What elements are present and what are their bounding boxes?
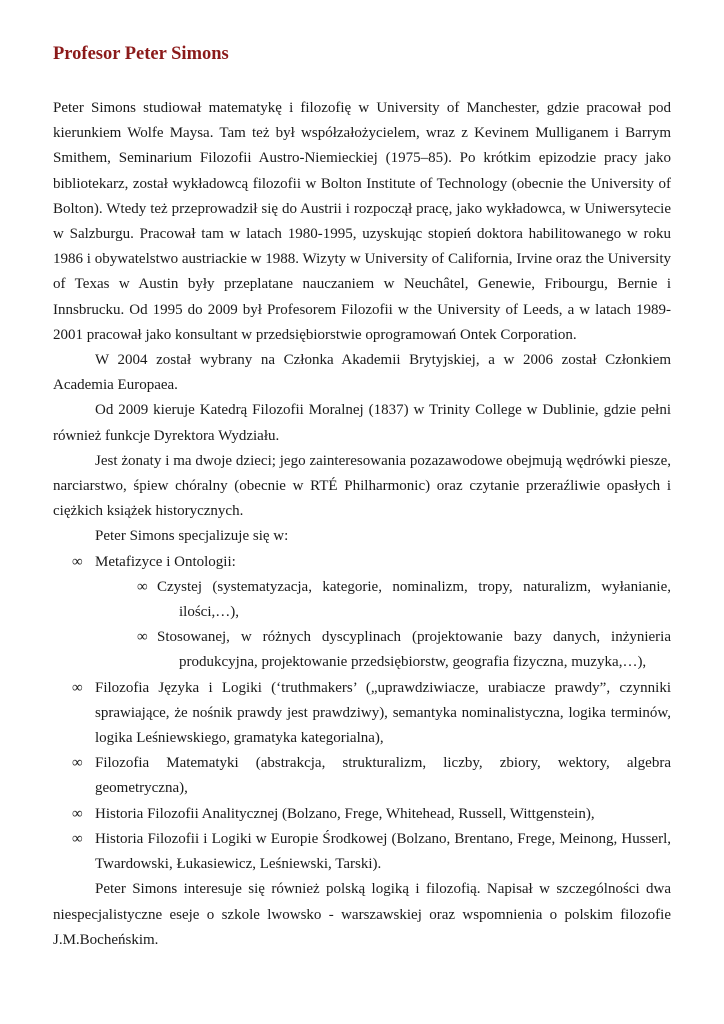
paragraph-specializes-intro: Peter Simons specjalizuje się w:: [95, 528, 289, 545]
sublist-item: [139, 625, 671, 675]
page-title: Profesor Peter Simons: [53, 44, 229, 64]
infinity-bullet-icon: ∞: [137, 629, 148, 646]
list-item: [53, 550, 671, 676]
infinity-bullet-icon: ∞: [72, 755, 83, 772]
paragraph-trinity: Od 2009 kieruje Katedrą Filozofii Moralnej (1837) w Trinity College w Dublinie, gdzie pełni również funkcje Dyrektora Wydziału.: [53, 402, 671, 444]
infinity-bullet-icon: ∞: [72, 830, 83, 847]
paragraph-personal: Jest żonaty i ma dwoje dzieci; jego zainteresowania pozazawodowe obejmują wędrówki piesze, narciarstwo, śpiew chóralny (obecnie w RTÉ Philharmonic) oraz czytanie przeraźliwie opasłych i ciężkich książek historycznych.: [53, 452, 671, 520]
infinity-bullet-icon: ∞: [72, 679, 83, 696]
document-page: [53, 40, 671, 953]
sublist-item-text: Czystej (systematyzacja, kategorie, nominalizm, tropy, naturalizm, wyłanianie, ilości,…),: [157, 578, 671, 621]
list-item: [53, 676, 671, 752]
paragraph-career: Peter Simons studiował matematykę i filozofię w University of Manchester, gdzie pracował pod kierunkiem Wolfe Maysa. Tam też był współzałożycielem, wraz z Kevinem Mulliganem i Barrym Smithem, Seminarium Filozofii Austro-Niemieckiej (1975–85). Po krótkim epizodzie pracy jako bibliotekarz, został wykładowcą filozofii w Bolton Institute of Technology (obecnie the University of Bolton). Wtedy też przeprowadził się do Austrii i rozpoczął pracę, jako wykładowca, w Uniwersytecie w Salzburgu. Pracował tam w latach 1980-1995, uzyskując stopień doktora habilitowanego w roku 1986 i obywatelstwo austriackie w 1988. Wizyty w University of California, Irvine oraz the University of Texas w Austin były przeplatane nauczaniem w Neuchâtel, Genewie, Fribourgu, Bernie i Innsbrucku. Od 1995 do 2009 był Profesorem Filozofii w the University of Leeds, a w latach 1989-2001 pracował jako konsultant w przedsiębiorstwie oprogramowań Ontek Corporation.: [53, 100, 671, 343]
specializations-list: [53, 550, 671, 878]
infinity-bullet-icon: ∞: [137, 578, 148, 595]
sublist-item: [139, 575, 671, 625]
list-item-text: Metafizyce i Ontologii:: [95, 553, 236, 570]
list-item-text: Historia Filozofii i Logiki w Europie Środkowej (Bolzano, Brentano, Frege, Meinong, Husserl, Twardowski, Łukasiewicz, Leśniewski, Tarski).: [95, 830, 671, 873]
list-item: [53, 827, 671, 877]
infinity-bullet-icon: ∞: [72, 553, 83, 570]
document-body: [53, 96, 671, 953]
list-item-text: Filozofia Matematyki (abstrakcja, strukturalizm, liczby, zbiory, wektory, algebra geometryczna),: [95, 755, 671, 797]
sublist-item-text: Stosowanej, w różnych dyscyplinach (projektowanie bazy danych, inżynieria produkcyjna, projektowanie przedsiębiorstw, geografia fizyczna, muzyka,…),: [157, 629, 671, 671]
sublist: [95, 575, 671, 676]
list-item: [53, 802, 671, 827]
list-item-text: Historia Filozofii Analitycznej (Bolzano, Frege, Whitehead, Russell, Wittgenstein),: [95, 805, 595, 822]
list-item: [53, 751, 671, 801]
paragraph-polish-logic: Peter Simons interesuje się również polską logiką i filozofią. Napisał w szczególności dwa niespecjalistyczne eseje o szkole lwowsko - warszawskiej oraz wspomnienia o polskim filozofie J.M.Bocheńskim.: [53, 881, 671, 948]
paragraph-academies: W 2004 został wybrany na Członka Akademii Brytyjskiej, a w 2006 został Członkiem Academia Europaea.: [53, 352, 671, 394]
list-item-text: Filozofia Języka i Logiki (‘truthmakers’ („uprawdziwiacze, urabiacze prawdy”, czynniki sprawiające, że nośnik prawdy jest prawdziwy), semantyka nominalistyczna, logika terminów, logika Leśniewskiego, gramatyka kategorialna),: [95, 679, 671, 747]
infinity-bullet-icon: ∞: [72, 805, 83, 822]
